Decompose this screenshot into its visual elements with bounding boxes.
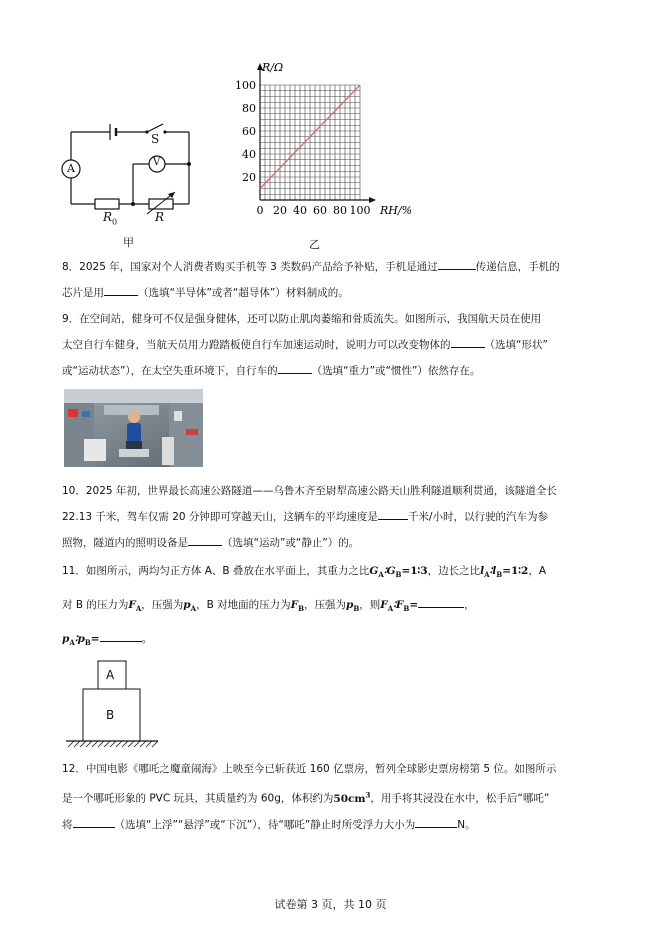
q8-text-part2: 传递信息，手机的 <box>475 261 560 273</box>
y-tick-label: 100 <box>235 79 256 92</box>
x-tick-label: 100 <box>349 204 371 217</box>
page-footer: 试卷第 3 页，共 10 页 <box>274 898 387 911</box>
q11-line1a: 11．如图所示，两均匀正方体 A、B 叠放在水平面上，其重力之比 <box>62 565 370 577</box>
question-8 <box>62 254 607 306</box>
q11-l-sub-a: A <box>484 570 490 580</box>
q11-fa-2-sub: A <box>387 604 394 614</box>
q11-fa-2: F <box>380 599 388 612</box>
astronaut-photo <box>64 389 203 467</box>
q11-g-sub-a: A <box>378 570 384 580</box>
q11-line2b: ，压强为 <box>141 599 184 612</box>
resistor-r0-label: $R_0$ <box>103 210 118 227</box>
q11-g: G <box>369 565 379 577</box>
q11-l2: l <box>492 565 497 577</box>
switch-label: S <box>151 132 160 146</box>
q10-line1: 10．2025 年初，世界最长高速公路隧道——乌鲁木齐至尉犁高速公路天山胜利隧道顺利贯通，该隧道全长 <box>62 485 557 497</box>
q11-pb-sub: B <box>353 604 360 614</box>
q8-text-part4: （选填“半导体”或者“超导体”）材料制成的。 <box>138 287 349 299</box>
ammeter-label: A <box>67 162 75 175</box>
q11-line3end: 。 <box>141 633 153 646</box>
q11-line2e: ，则 <box>359 599 381 612</box>
q12-blank-1[interactable] <box>73 815 115 828</box>
x-tick-label: 0 <box>256 204 264 217</box>
q10-line2a: 22.13 千米，驾车仅需 20 分钟即可穿越天山，这辆车的平均速度是 <box>62 511 378 523</box>
q11-line1c: ，A <box>528 565 547 577</box>
q10-blank-1[interactable] <box>378 507 408 520</box>
q11-colon-3: ∶ <box>393 599 396 612</box>
q9-line2b: （选填“形状” <box>484 339 548 351</box>
q12-volume: $50cm^3$ <box>333 790 371 805</box>
q12-line3b: （选填“上浮”“悬浮”或“下沉”），待“哪吒”静止时所受浮力大小为 <box>114 818 416 831</box>
q11-colon: ∶ <box>383 565 387 577</box>
q11-fb-2: F <box>395 599 404 612</box>
circuit-caption: 甲 <box>123 236 134 249</box>
q11-pb: p <box>346 599 354 612</box>
q8-text-part1: 8．2025 年，国家对个人消费者购买手机等 3 类数码产品给予补贴，手机是通过 <box>62 261 438 273</box>
x-tick-label: 20 <box>273 204 287 217</box>
x-axis-arrow <box>369 197 376 203</box>
q11-pa-2: p <box>62 633 70 646</box>
q10-blank-2[interactable] <box>188 533 222 546</box>
q11-fa-sub: A <box>135 604 142 614</box>
q8-text-part3: 芯片是用 <box>62 287 104 299</box>
q12-line3a: 将 <box>62 818 73 831</box>
y-tick-label: 60 <box>242 125 256 138</box>
x-tick-label: 60 <box>313 204 327 217</box>
q12-line2a: 是一个哪吒形象的 PVC 玩具，其质量约为 60g，体积约为 <box>62 792 334 805</box>
x-tick-label: 40 <box>293 204 307 217</box>
q11-pb-2-sub: B <box>84 638 91 648</box>
circuit-diagram <box>55 110 205 220</box>
x-tick-label: 80 <box>333 204 347 217</box>
q11-g-sub-b: B <box>395 570 402 580</box>
y-tick-label: 40 <box>242 148 256 161</box>
q12-line2b: ，用手将其浸没在水中，松手后“哪吒” <box>370 792 550 805</box>
question-10 <box>62 478 607 556</box>
q11-line2c: ，B 对地面的压力为 <box>196 599 291 612</box>
question-12 <box>62 756 607 838</box>
q11-eq-1: = <box>409 599 419 612</box>
q11-blank-2[interactable] <box>100 629 142 642</box>
q11-fa: F <box>128 599 136 612</box>
y-axis-label: R/Ω <box>262 61 284 74</box>
q8-blank-2[interactable] <box>104 283 138 296</box>
q12-blank-2[interactable] <box>415 815 457 828</box>
q11-fb-2-sub: B <box>403 604 410 614</box>
q9-line2a: 太空自行车健身，当航天员用力蹬踏板使自行车加速运动时，说明力可以改变物体的 <box>62 339 451 351</box>
q9-line1: 9．在空间站，健身可不仅是强身健体，还可以防止肌肉萎缩和骨质流失。如图所示，我国航天员在使用 <box>62 313 542 325</box>
q9-blank-2[interactable] <box>278 361 312 374</box>
q11-line1b: ，边长之比 <box>427 565 481 577</box>
variable-resistor-label: R <box>155 210 165 224</box>
graph-caption: 乙 <box>309 238 320 251</box>
q9-blank-1[interactable] <box>451 335 485 348</box>
q11-colon-2: ∶ <box>489 565 493 577</box>
q11-fb: F <box>290 599 299 612</box>
q10-line3a: 照物，隧道内的照明设备是 <box>62 537 188 549</box>
q11-colon-4: ∶ <box>74 633 78 646</box>
q11-line2d: ，压强为 <box>304 599 347 612</box>
q11-pa-2-sub: A <box>69 638 75 648</box>
q9-line3a: 或“运动状态”），在太空失重环境下，自行车的 <box>62 365 278 377</box>
q11-eq-2: = <box>90 633 100 646</box>
q11-pb-2: p <box>77 633 85 646</box>
question-11: 11．如图所示，两均匀正方体 A、B 叠放在水平面上，其重力之比$G_A∶G_B=1∶3$，边长之比$l_A∶l_B=1∶2$，A 对 B 的压力为$F_A$，压强为$p_A$，B 对地面的压力为$F_B$，压强为$p_B$，则$F_A∶F_B=$ ， $p_A∶p_B=$ 。 <box>62 565 547 648</box>
block-b-label: B <box>106 708 115 722</box>
y-tick-label: 20 <box>242 171 256 184</box>
q11-line2a: 对 B 的压力为 <box>62 599 129 612</box>
q8-blank-1[interactable] <box>438 257 476 270</box>
q11-pa: p <box>183 599 191 612</box>
q11-g-ratio: =1∶3 <box>401 565 428 577</box>
y-tick-label: 80 <box>242 102 256 115</box>
voltmeter-label: V <box>153 157 161 168</box>
q11-l-sub-b: B <box>496 570 503 580</box>
q11-blank-1[interactable] <box>418 595 464 608</box>
q11-l: l <box>480 565 485 577</box>
q11-l-ratio: =1∶2 <box>502 565 529 577</box>
x-axis-label: RH/% <box>380 204 413 217</box>
block-a-label: A <box>106 668 115 682</box>
q12-line3c: N。 <box>457 818 476 831</box>
q10-line3b: （选填“运动”或“静止”）的。 <box>222 537 360 549</box>
q11-g2: G <box>386 565 396 577</box>
question-9 <box>62 306 607 384</box>
q11-fb-sub: B <box>298 604 305 614</box>
q11-pa-sub: A <box>190 604 197 614</box>
q10-line2b: 千米/小时，以行驶的汽车为参 <box>407 511 548 523</box>
resistance-humidity-graph <box>225 60 425 245</box>
q9-line3b: （选填“重力”或“惯性”）依然存在。 <box>311 365 481 377</box>
q12-line1: 12．中国电影《哪吒之魔童闹海》上映至今已斩获近 160 亿票房，暂列全球影史票房榜第 5 位。如图所示 <box>62 763 557 775</box>
